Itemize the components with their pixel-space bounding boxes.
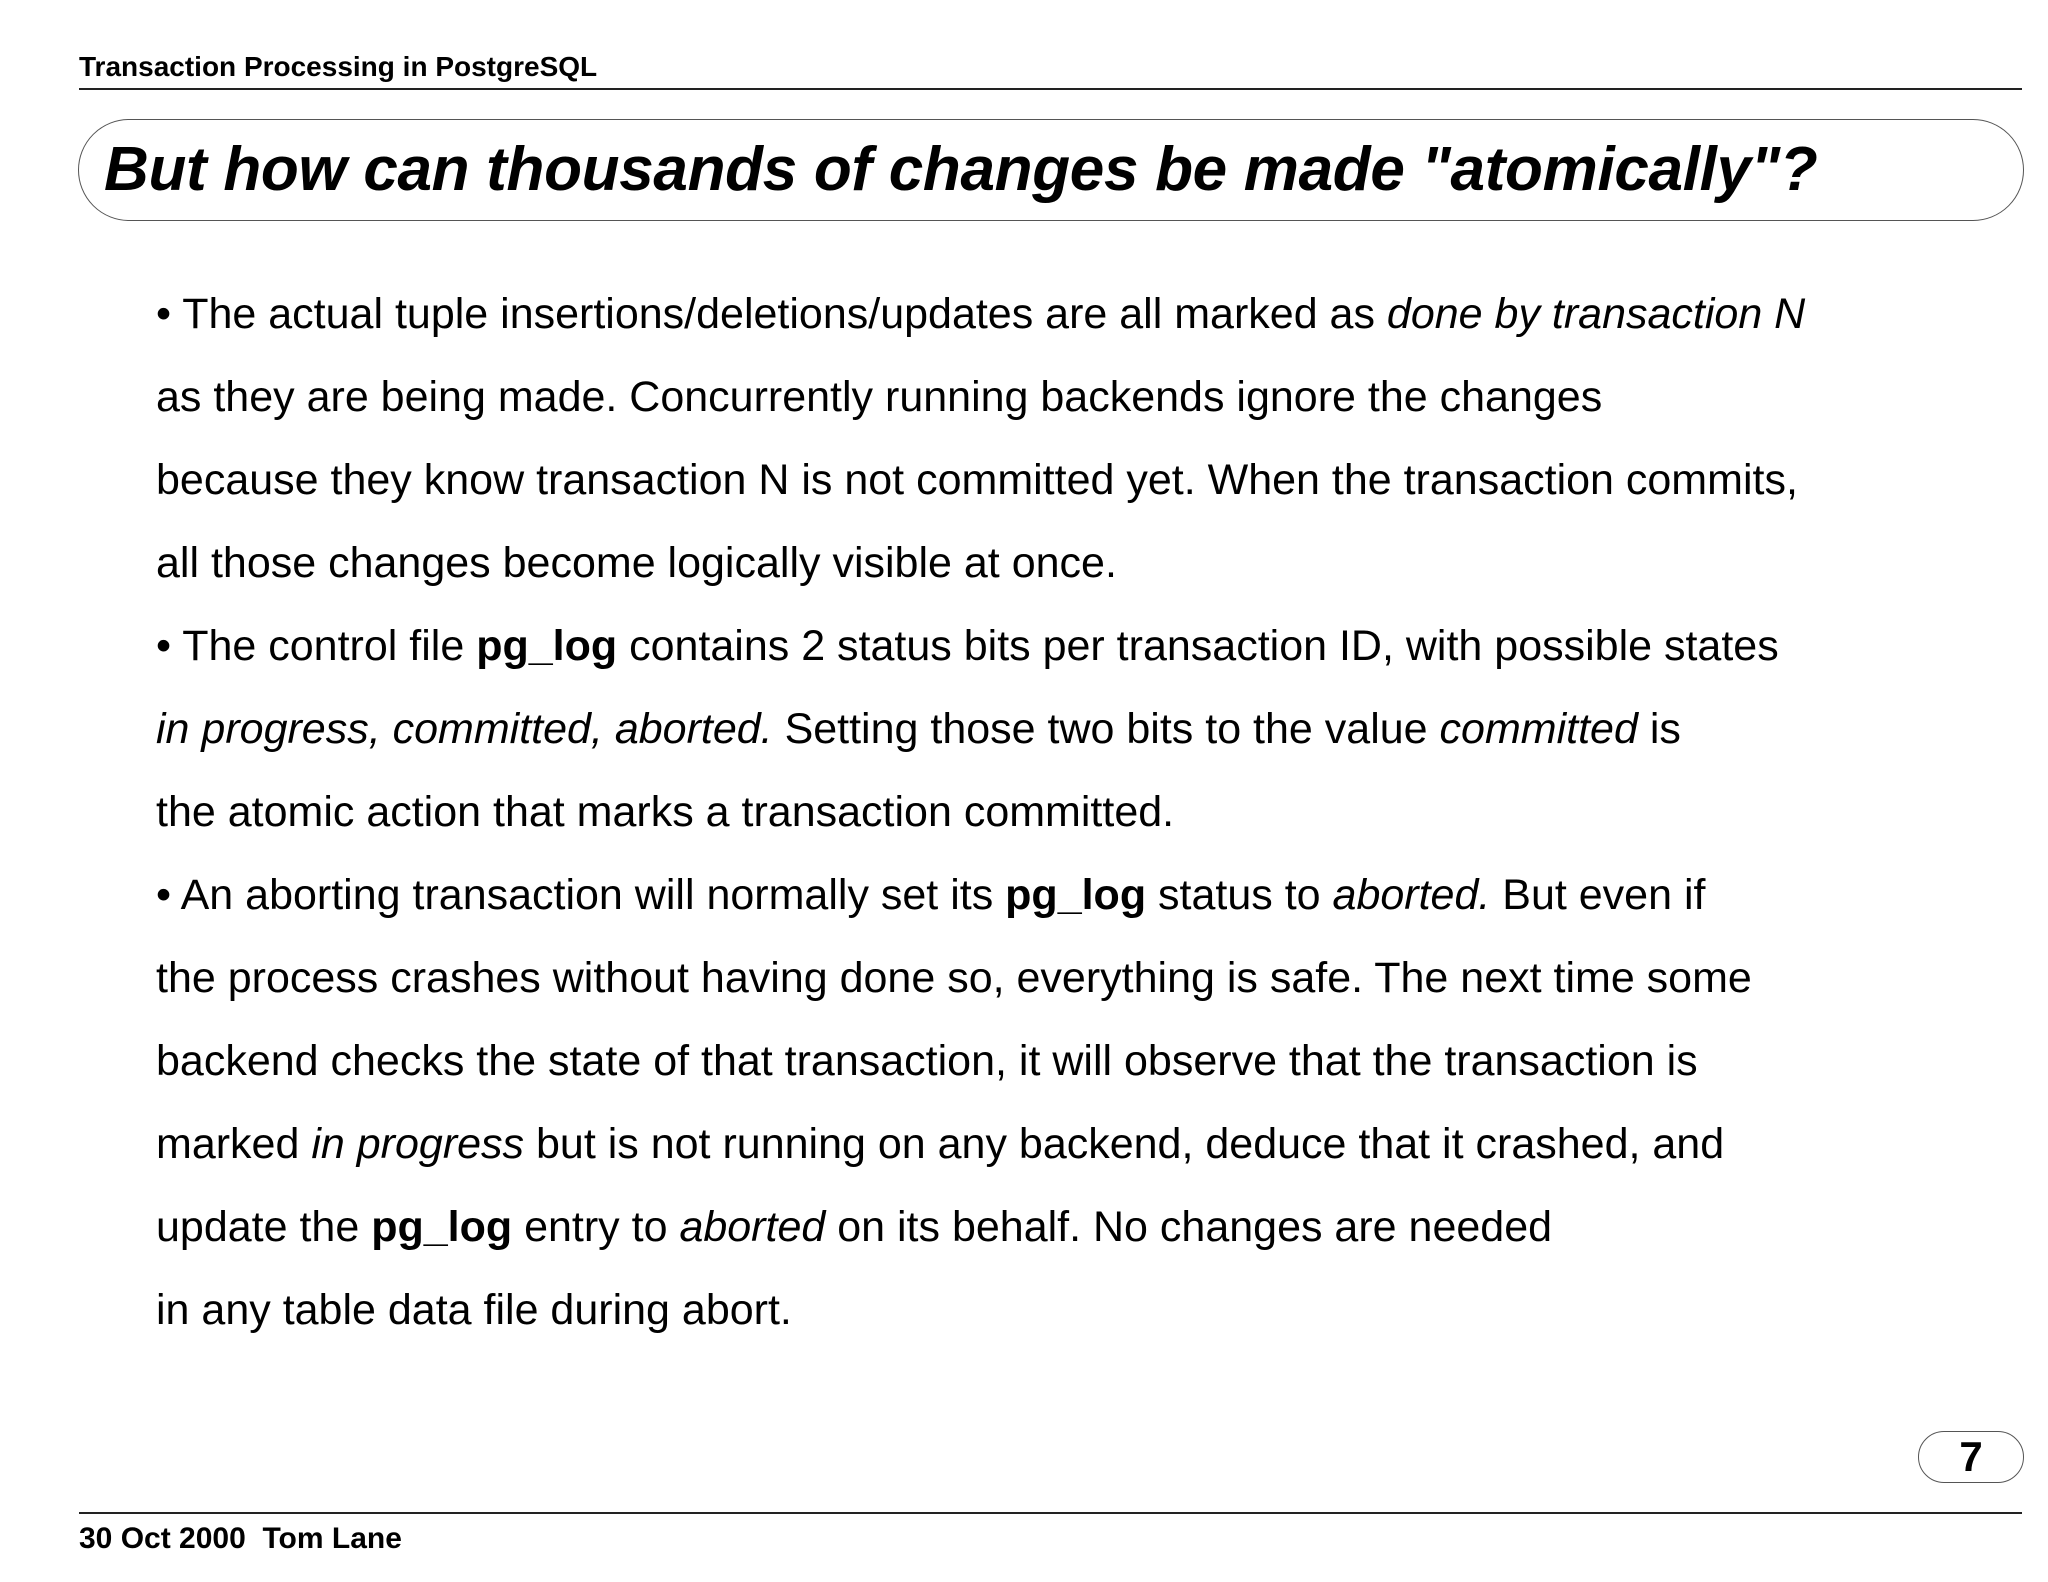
body-text-segment: all those changes become logically visible at once. [156, 539, 1117, 587]
body-text-bold-term: pg_log [1005, 871, 1147, 919]
body-text-segment: • An aborting transaction will normally set its [156, 871, 1006, 919]
body-text-segment: the atomic action that marks a transaction committed. [156, 788, 1175, 836]
body-text-segment: is [1637, 705, 1681, 753]
body-text-segment: Setting those two bits to the value [772, 705, 1440, 753]
body-text-emphasis: in progress [311, 1120, 525, 1168]
slide-title: But how can thousands of changes be made "atomically"? [104, 135, 1818, 204]
body-text-segment: in any table data file during abort. [156, 1286, 792, 1334]
body-text-segment: entry to [512, 1203, 680, 1251]
slide-body-text [156, 273, 2016, 1352]
body-text-segment: because they know transaction N is not committed yet. When the transaction commits, [156, 456, 1798, 504]
footer-date-author: 30 Oct 2000 Tom Lane [79, 1522, 402, 1555]
body-text-segment: status to [1146, 871, 1333, 919]
body-text-segment: on its behalf. No changes are needed [825, 1203, 1553, 1251]
body-text-emphasis: committed [1439, 705, 1638, 753]
body-text-line [156, 1269, 2016, 1352]
body-text-segment: contains 2 status bits per transaction ID, with possible states [617, 622, 1779, 670]
body-text-line [156, 356, 2016, 439]
body-text-line [156, 1020, 2016, 1103]
document-header-title: Transaction Processing in PostgreSQL [79, 51, 598, 82]
body-text-bold-term: pg_log [476, 622, 618, 670]
body-text-line [156, 771, 2016, 854]
body-text-line [156, 688, 2016, 771]
body-text-segment: marked [156, 1120, 312, 1168]
body-text-line [156, 854, 2016, 937]
body-text-segment: • The control file [156, 622, 477, 670]
body-text-line [156, 522, 2016, 605]
body-text-line [156, 1186, 2016, 1269]
body-text-bold-term: pg_log [371, 1203, 513, 1251]
body-text-segment: update the [156, 1203, 372, 1251]
body-text-emphasis: in progress, committed, aborted. [156, 705, 773, 753]
body-text-line [156, 1103, 2016, 1186]
body-text-segment: backend checks the state of that transaction, it will observe that the transaction is [156, 1037, 1698, 1085]
body-text-emphasis: aborted. [1332, 871, 1491, 919]
body-text-line [156, 937, 2016, 1020]
body-text-line [156, 273, 2016, 356]
body-text-line [156, 439, 2016, 522]
body-text-line [156, 605, 2016, 688]
body-text-segment: but is not running on any backend, deduce that it crashed, and [524, 1120, 1725, 1168]
body-text-segment: the process crashes without having done so, everything is safe. The next time some [156, 954, 1752, 1002]
body-text-emphasis: done by transaction N [1386, 290, 1806, 338]
page-number: 7 [1959, 1433, 1983, 1480]
body-text-segment: • The actual tuple insertions/deletions/updates are all marked as [156, 290, 1387, 338]
body-text-segment: But even if [1490, 871, 1706, 919]
body-text-emphasis: aborted [679, 1203, 826, 1251]
footer-divider [79, 1512, 2022, 1514]
header-divider [79, 88, 2022, 90]
body-text-segment: as they are being made. Concurrently running backends ignore the changes [156, 373, 1603, 421]
